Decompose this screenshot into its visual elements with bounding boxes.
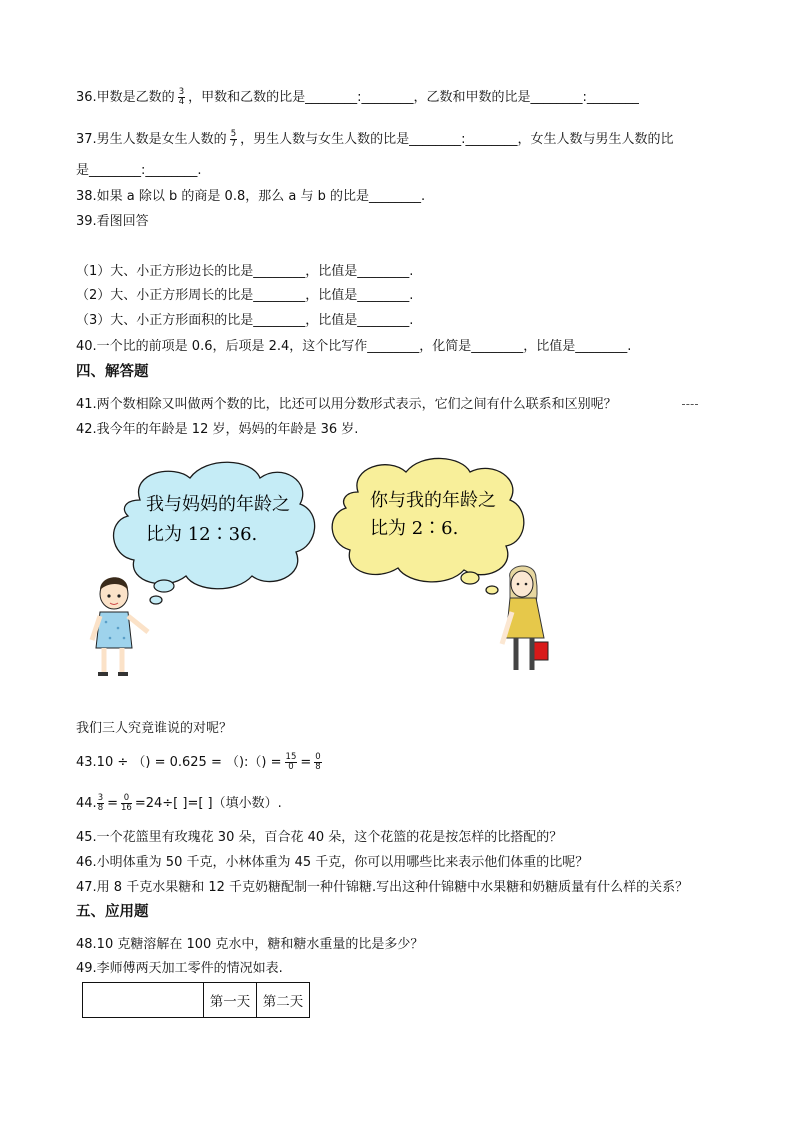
question-42: 42.我今年的年龄是 12 岁，妈妈的年龄是 36 岁. xyxy=(76,422,359,437)
fraction: $\frac{3}{8}$ xyxy=(97,793,104,813)
question-38: 38.如果 a 除以 b 的商是 0.8，那么 a 与 b 的比是________. xyxy=(76,189,426,204)
fraction: $\frac{3}{4}$ xyxy=(178,87,185,107)
question-42-ask: 我们三人究竟谁说的对呢？ xyxy=(76,721,233,736)
question-37: 37.男生人数是女生人数的 $\frac{5}{7}$ ，男生人数与女生人数的比是________:________，女生人数与男生人数的比 xyxy=(76,129,674,149)
table-header-day2: 第二天 xyxy=(257,983,310,1018)
question-40: 40.一个比的前项是 0.6，后项是 2.4，这个比写作________，化简是________，比值是________. xyxy=(76,339,632,354)
question-47: 47.用 8 千克水果糖和 12 千克奶糖配制一种什锦糖.写出这种什锦糖中水果糖和奶糖质量有什么样的关系？ xyxy=(76,880,689,895)
boy-figure xyxy=(92,577,148,674)
section-title-5: 五、应用题 xyxy=(76,904,149,920)
cloud-left-line1: 我与妈妈的年龄之 xyxy=(146,494,290,515)
fraction: $\frac{0}{8}$ xyxy=(315,752,321,772)
question-46: 46.小明体重为 50 千克，小林体重为 45 千克，你可以用哪些比来表示他们体重的比呢？ xyxy=(76,855,589,870)
question-39: 39.看图回答 xyxy=(76,214,149,229)
question-45: 45.一个花篮里有玫瑰花 30 朵，百合花 40 朵，这个花篮的花是按怎样的比搭配的？ xyxy=(76,830,563,845)
question-37-line2: 是________:________. xyxy=(76,163,202,178)
question-39-item-3: （3）大、小正方形面积的比是________，比值是________. xyxy=(76,313,414,328)
question-41: 41.两个数相除又叫做两个数的比，比还可以用分数形式表示，它们之间有什么联系和区别呢？ xyxy=(76,397,617,412)
parts-table xyxy=(82,982,310,1018)
question-36: 36.甲数是乙数的 $\frac{3}{4}$ ，甲数和乙数的比是________:________，乙数和甲数的比是________:________ xyxy=(76,87,639,107)
table-header-blank xyxy=(83,983,204,1018)
scribble-mark xyxy=(682,404,698,405)
question-48: 48.10 克糖溶解在 100 克水中，糖和糖水重量的比是多少？ xyxy=(76,937,424,952)
cloud-left-line2: 比为 12∶36. xyxy=(146,524,258,545)
question-39-item-1: （1）大、小正方形边长的比是________，比值是________. xyxy=(76,264,414,279)
question-43: 43.10 ÷ （) = 0.625 = （):（) = $\frac{15}{0}$ = $\frac{0}{8}$ xyxy=(76,752,321,772)
fraction: $\frac{15}{0}$ xyxy=(285,752,297,772)
cloud-right-line2: 比为 2∶6. xyxy=(370,518,459,539)
question-39-item-2: （2）大、小正方形周长的比是________，比值是________. xyxy=(76,288,414,303)
age-ratio-illustration xyxy=(86,452,586,702)
table-header-day1: 第一天 xyxy=(204,983,257,1018)
fraction: $\frac{5}{7}$ xyxy=(230,129,237,149)
section-title-4: 四、解答题 xyxy=(76,364,149,380)
girl-figure xyxy=(502,566,548,670)
table-row xyxy=(83,983,310,1018)
question-49: 49.李师傅两天加工零件的情况如表. xyxy=(76,961,283,976)
cloud-right-line1: 你与我的年龄之 xyxy=(370,490,496,511)
question-44: 44. $\frac{3}{8}$ = $\frac{0}{16}$ =24÷[ ]=[ ]（填小数）. xyxy=(76,793,282,813)
fraction: $\frac{0}{16}$ xyxy=(121,793,132,813)
